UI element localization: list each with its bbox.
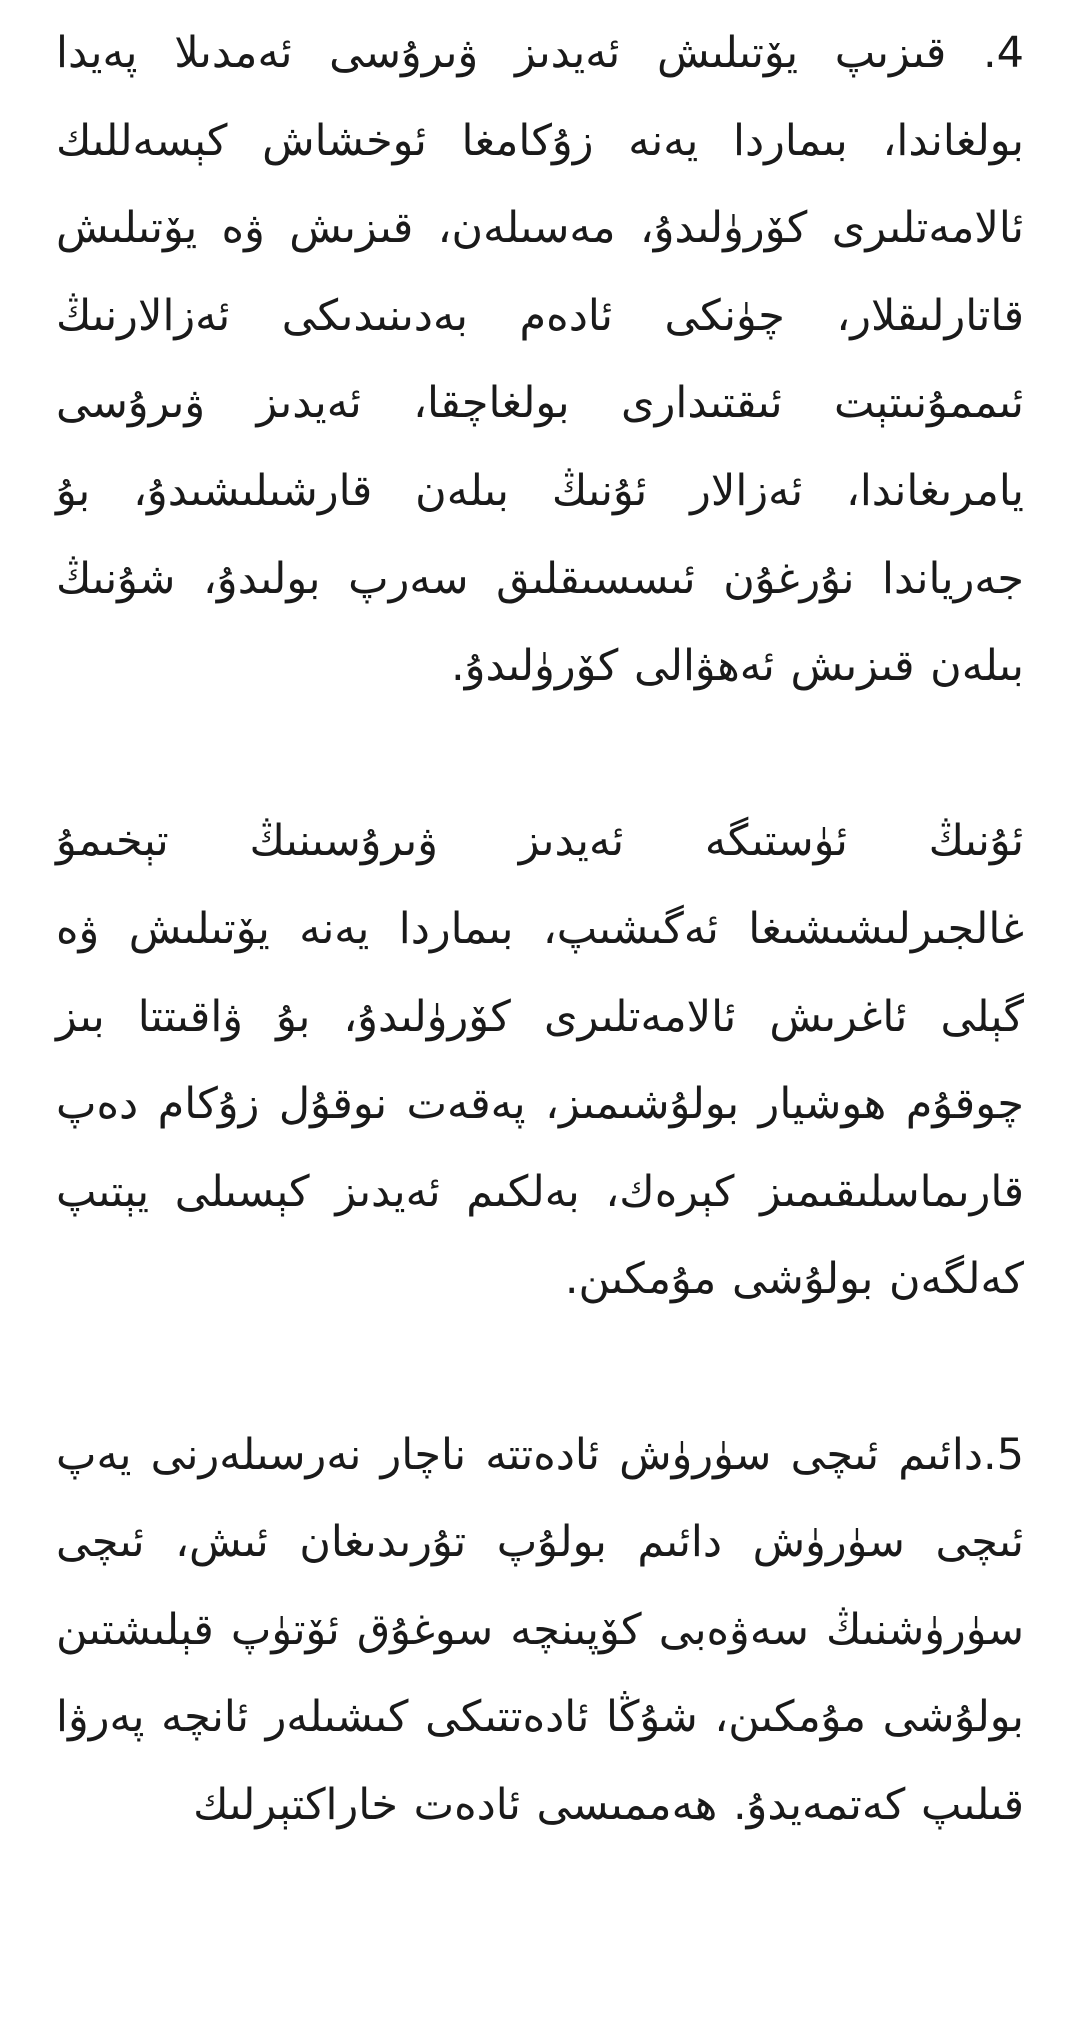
paragraph-symptom-sore-throat: ئۇنىڭ ئۈستىگە ئەيدىز ۋىرۇسىنىڭ تېخىمۇ غالجىرلىشىشىغا ئەگىشىپ، بىماردا يەنە يۆتىلىش ۋە گېلى ئاغرىش ئالامەتلىرى كۆرۈلىدۇ، بۇ ۋاقىتتا بىز چوقۇم ھوشيار بولۇشىمىز، پەقەت نوقۇل زۇكام دەپ قارىماسلىقىمىز كېرەك، بەلكىم ئەيدىز كېسىلى يېتىپ كەلگەن بولۇشى مۇمكىن. <box>56 816 1024 1305</box>
paragraph-symptom-diarrhea: 5.دائىم ئىچى سۈرۈش ئادەتتە ناچار نەرسىلەرنى يەپ ئىچى سۈرۈش دائىم بولۇپ تۇرىدىغان ئىش، ئىچى سۈرۈشنىڭ سەۋەبى كۆپىنچە سوغۇق ئۆتۈپ قېلىشتىن بولۇشى مۇمكىن، شۇڭا ئادەتتىكى كىشىلەر ئانچە پەرۋا قىلىپ كەتمەيدۇ. ھەممىسى ئادەت خاراكتېرلىك <box>56 1429 1024 1830</box>
paragraph-symptom-fever-cough: 4. قىزىپ يۆتىلىش ئەيدىز ۋىرۇسى ئەمدىلا پەيدا بولغاندا، بىماردا يەنە زۇكامغا ئوخشاش كېسەللىك ئالامەتلىرى كۆرۈلىدۇ، مەسىلەن، قىزىش ۋە يۆتىلىش قاتارلىقلار، چۈنكى ئادەم بەدىنىدىكى ئەزالارنىڭ ئىممۇنىتېت ئىقتىدارى بولغاچقا، ئەيدىز ۋىرۇسى يامرىغاندا، ئەزالار ئۇنىڭ بىلەن قارشىلىشىدۇ، بۇ جەرياندا نۇرغۇن ئىسسىقلىق سەرپ بولىدۇ، شۇنىڭ بىلەن قىزىش ئەھۋالى كۆرۈلىدۇ. <box>56 28 1024 692</box>
article-body <box>56 10 1024 1937</box>
